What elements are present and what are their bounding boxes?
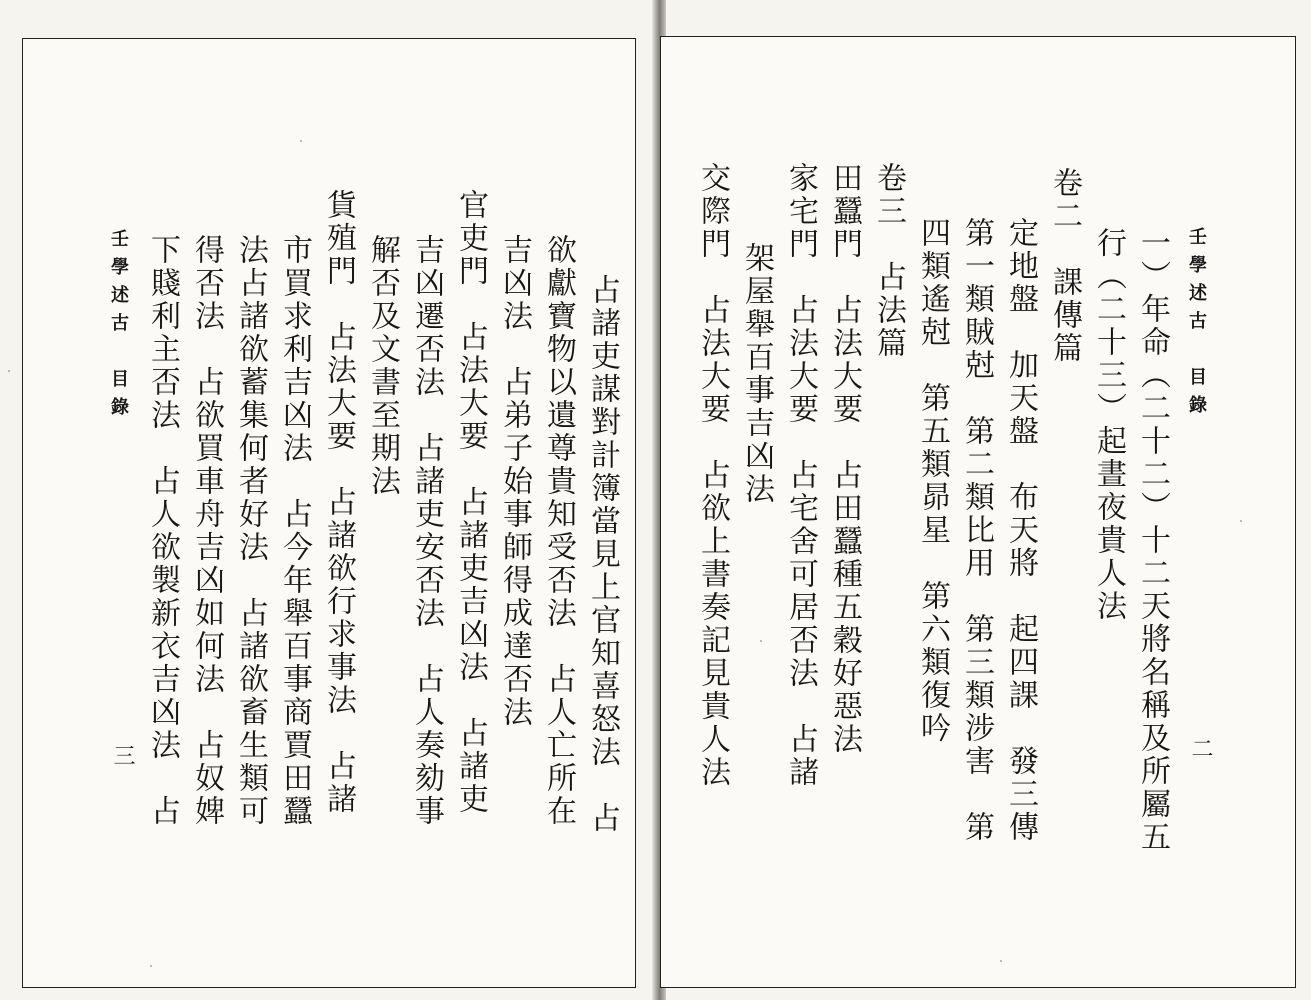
- left-col-2: 欲獻寶物以遺尊貴知受否法 占人亡所在: [541, 234, 576, 828]
- right-col-5: 第一類賊尅 第二類比用 第三類涉害 第: [959, 217, 994, 844]
- right-col-7: 卷三 占法篇: [871, 162, 906, 360]
- left-page-number: 三: [110, 744, 135, 766]
- left-col-5: 吉凶遷否法 占諸吏安否法 占人奏劾事: [409, 234, 444, 828]
- left-page: [22, 38, 636, 988]
- left-col-11: 下賤利主否法 占人欲製新衣吉凶法 占: [145, 234, 180, 828]
- right-page-header: 壬學述古 目錄: [1186, 227, 1207, 423]
- scan-speck: [8, 370, 10, 372]
- left-col-1: 占諸吏謀對計簿當見上官知喜怒法 占: [585, 274, 620, 835]
- left-col-3: 吉凶法 占弟子始事師得成達否法: [497, 234, 532, 729]
- left-col-9: 法占諸欲蓄集何者好法 占諸欲畜生類可: [233, 234, 268, 828]
- right-col-4: 定地盤 加天盤 布天將 起四課 發三傳: [1003, 217, 1038, 844]
- right-col-3: 卷二 課傳篇: [1047, 167, 1082, 365]
- scan-speck: [150, 965, 152, 967]
- right-col-1: 一）年命（二十二）十二天將名稱及所屬五: [1135, 227, 1170, 854]
- scan-speck: [760, 640, 762, 642]
- left-col-10: 得否法 占欲買車舟吉凶如何法 占奴婢: [189, 234, 224, 828]
- right-col-11: 交際門 占法大要 占欲上書奏記見貴人法: [695, 162, 730, 789]
- left-col-4: 官吏門 占法大要 占諸吏吉凶法 占諸吏: [453, 189, 488, 816]
- left-col-8: 市買求利吉凶法 占今年舉百事商賈田蠶: [277, 234, 312, 828]
- right-col-10: 架屋舉百事吉凶法: [739, 242, 774, 506]
- scan-speck: [1000, 960, 1002, 962]
- left-col-6: 解否及文書至期法: [365, 234, 400, 498]
- right-page-number: 二: [1188, 737, 1213, 759]
- left-page-header: 壬學述古 目錄: [108, 229, 129, 425]
- scan-speck: [1240, 520, 1242, 522]
- right-col-2: 行（二十三）起晝夜貴人法: [1091, 227, 1126, 623]
- right-page: [660, 36, 1296, 988]
- right-col-6: 四類遙尅 第五類昴星 第六類復吟: [915, 217, 950, 745]
- right-col-9: 家宅門 占法大要 占宅舍可居否法 占諸: [783, 162, 818, 789]
- left-col-7: 貨殖門 占法大要 占諸欲行求事法 占諸: [321, 189, 356, 816]
- right-col-8: 田蠶門 占法大要 占田蠶種五穀好惡法: [827, 162, 862, 756]
- scan-speck: [300, 140, 302, 142]
